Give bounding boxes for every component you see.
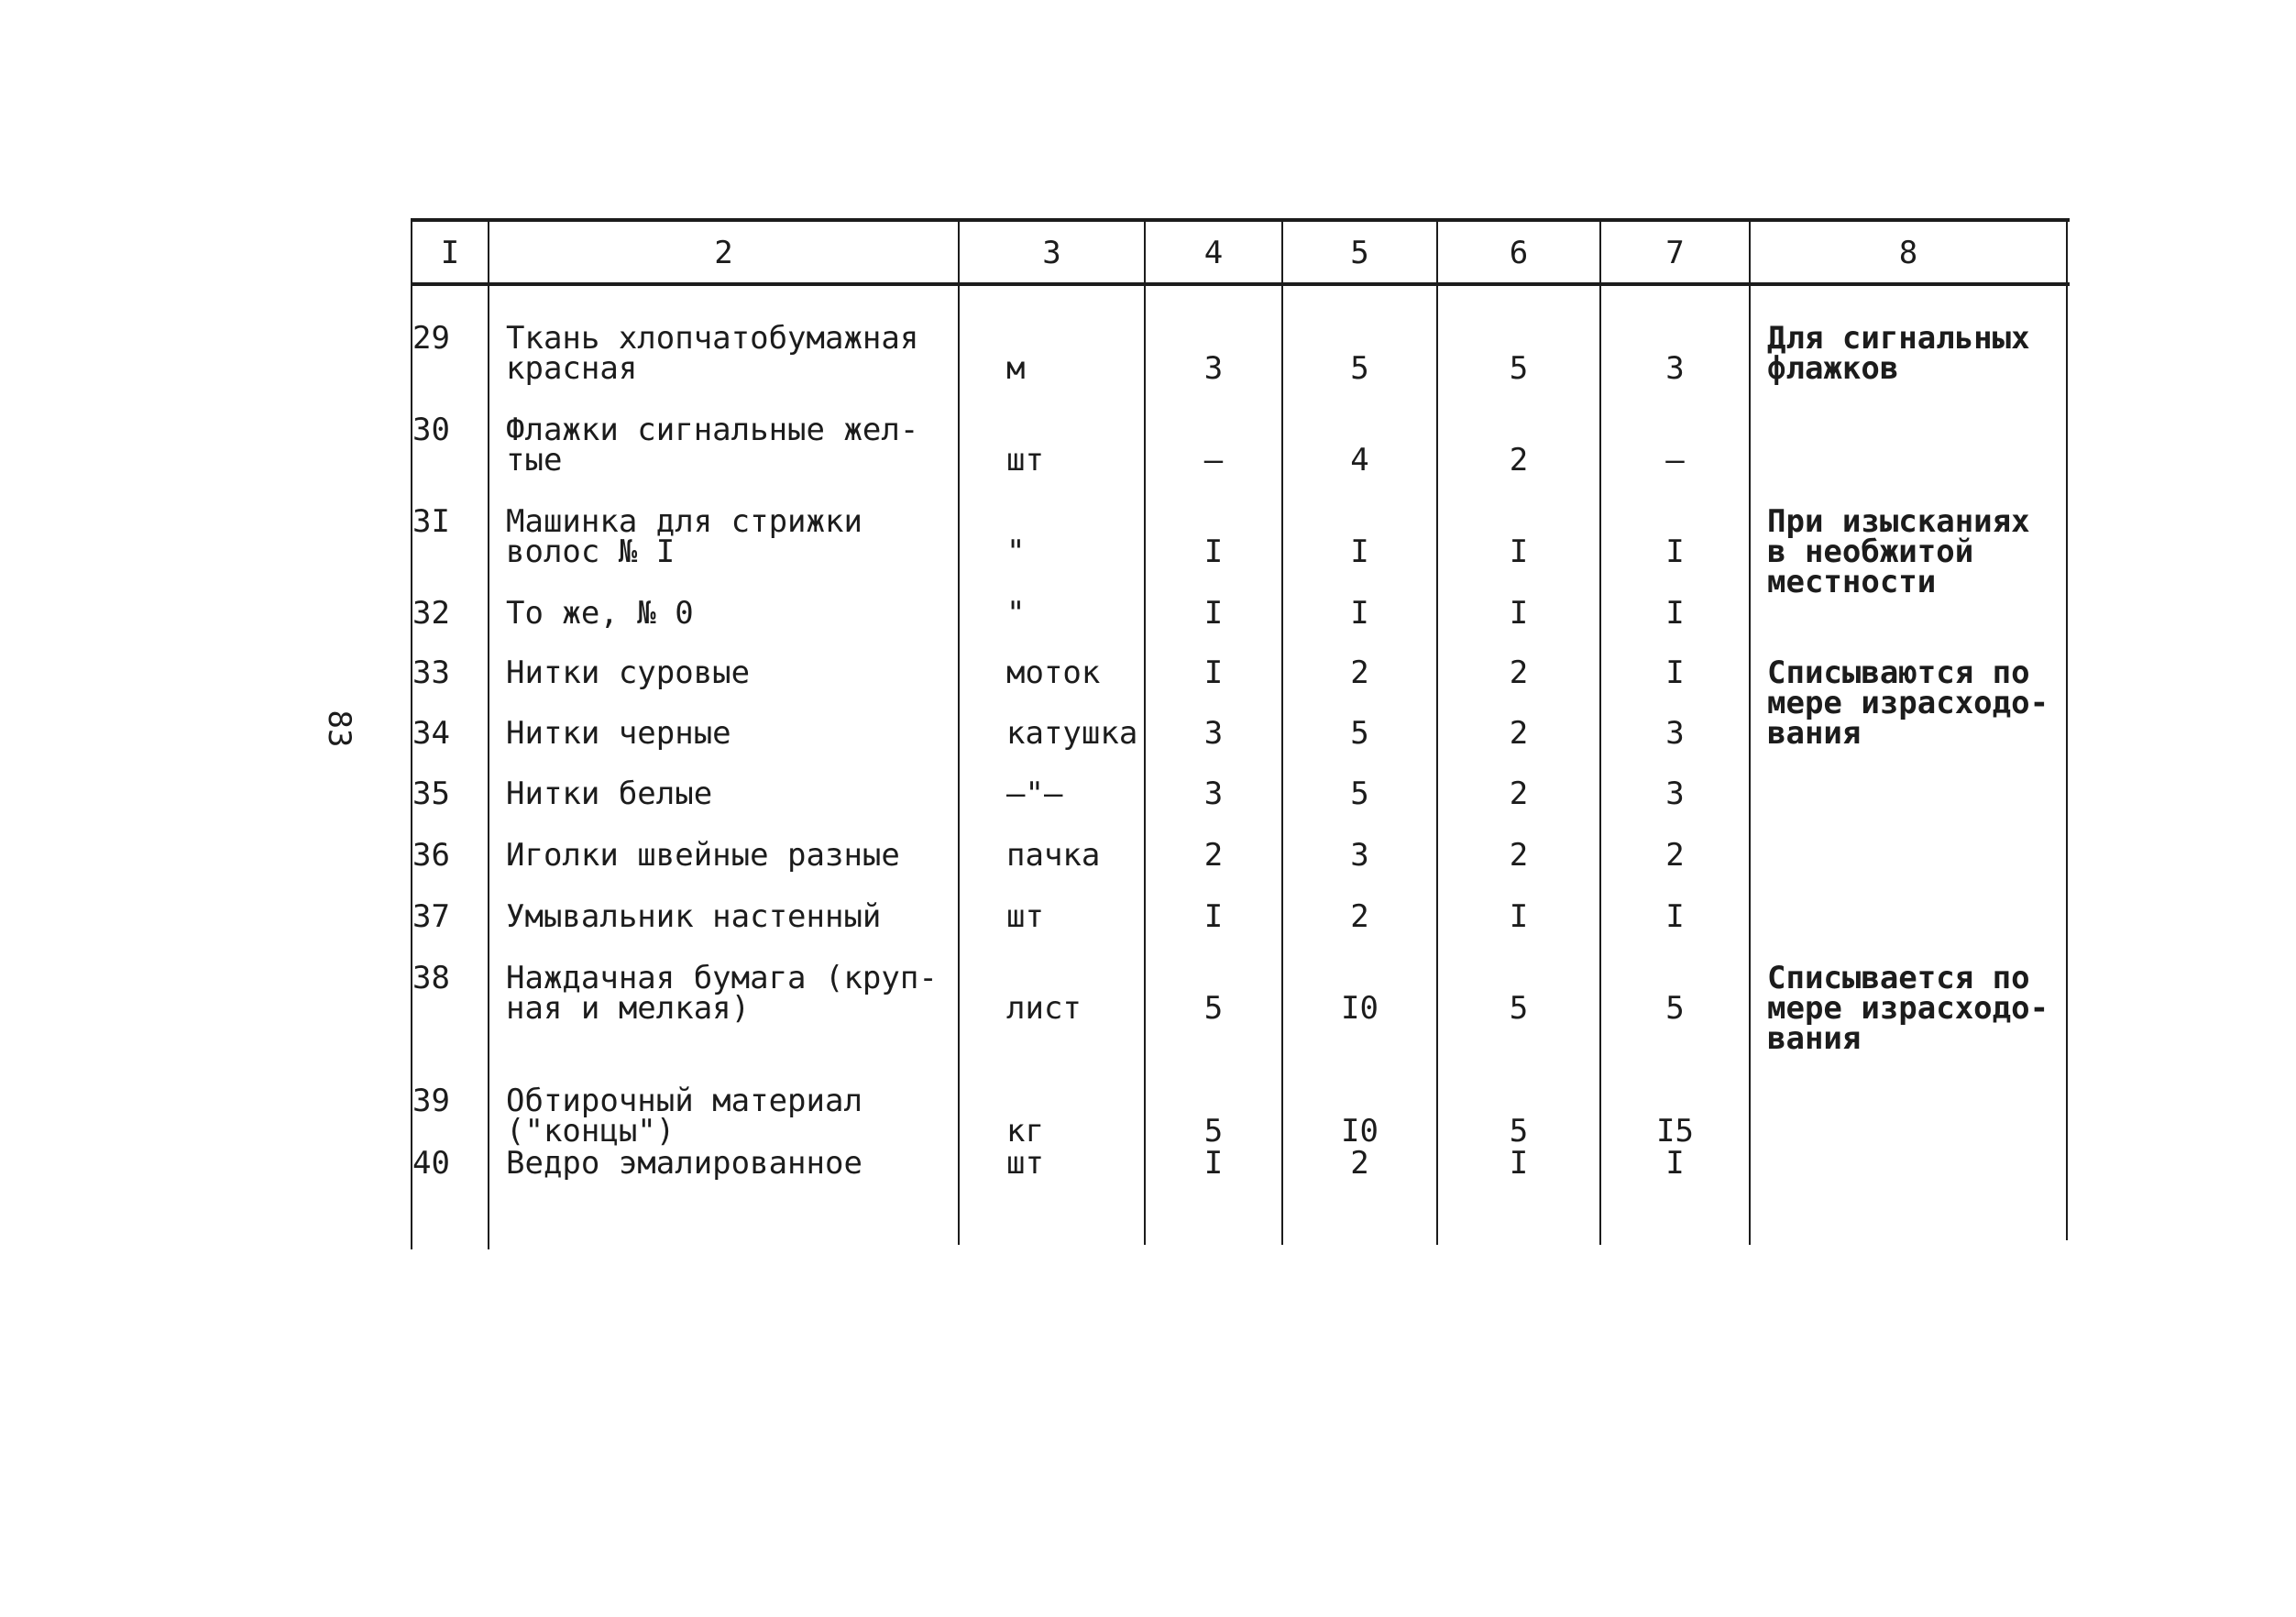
note-line: флажков bbox=[1767, 350, 1899, 387]
quantity-cell: I bbox=[1509, 1145, 1529, 1182]
item-name: Нитки черные bbox=[506, 715, 731, 752]
note-line: Списывается по bbox=[1767, 960, 2030, 996]
item-name: Ткань хлопчатобумажная bbox=[506, 320, 919, 357]
header-col-4: 4 bbox=[1203, 235, 1224, 271]
quantity-cell: I bbox=[1665, 654, 1685, 691]
item-name: Нитки белые bbox=[506, 776, 713, 812]
note-line: в необжитой bbox=[1767, 534, 1974, 570]
item-name: Ведро эмалированное bbox=[506, 1145, 862, 1182]
quantity-cell: I bbox=[1665, 534, 1685, 570]
item-name: Машинка для стрижки bbox=[506, 503, 862, 540]
quantity-cell: I0 bbox=[1341, 1113, 1379, 1150]
quantity-cell: I bbox=[1509, 595, 1529, 632]
quantity-cell: I bbox=[1203, 654, 1224, 691]
unit-cell: кг bbox=[1006, 1113, 1044, 1150]
quantity-cell: 3 bbox=[1665, 776, 1685, 812]
unit-cell: " bbox=[1006, 534, 1026, 570]
item-name: Нитки суровые bbox=[506, 654, 751, 691]
quantity-cell: I bbox=[1203, 1145, 1224, 1182]
quantity-cell: I bbox=[1350, 534, 1369, 570]
row-number: 39 bbox=[412, 1083, 450, 1119]
unit-cell: шт bbox=[1006, 442, 1044, 478]
note-line: вания bbox=[1767, 1020, 1862, 1057]
quantity-cell: 3 bbox=[1203, 350, 1224, 387]
quantity-cell: 5 bbox=[1350, 776, 1369, 812]
unit-cell: катушка bbox=[1006, 715, 1138, 752]
row-number: 29 bbox=[412, 320, 450, 357]
unit-cell: лист bbox=[1006, 990, 1082, 1027]
item-name: Наждачная бумага (круп- bbox=[506, 960, 938, 996]
unit-cell: " bbox=[1006, 595, 1026, 632]
quantity-cell: 3 bbox=[1665, 715, 1685, 752]
item-name: тые bbox=[506, 442, 563, 478]
quantity-cell: 2 bbox=[1509, 715, 1529, 752]
column-rule bbox=[1749, 218, 1751, 1245]
row-number: 38 bbox=[412, 960, 450, 996]
column-rule bbox=[2066, 218, 2068, 1240]
note-line: мере израсходо- bbox=[1767, 990, 2049, 1027]
quantity-cell: 2 bbox=[1509, 776, 1529, 812]
supplies-table bbox=[411, 218, 2070, 1249]
header-col-5: 5 bbox=[1350, 235, 1369, 271]
quantity-cell: 5 bbox=[1350, 715, 1369, 752]
quantity-cell: I5 bbox=[1656, 1113, 1694, 1150]
quantity-cell: – bbox=[1203, 442, 1224, 478]
column-rule bbox=[488, 218, 489, 1249]
header-col-8: 8 bbox=[1898, 235, 1918, 271]
quantity-cell: 3 bbox=[1203, 776, 1224, 812]
row-number: 32 bbox=[412, 595, 450, 632]
quantity-cell: 3 bbox=[1203, 715, 1224, 752]
quantity-cell: 2 bbox=[1509, 654, 1529, 691]
header-bottom-rule bbox=[411, 282, 2070, 286]
quantity-cell: 4 bbox=[1350, 442, 1369, 478]
quantity-cell: I bbox=[1509, 534, 1529, 570]
unit-cell: м bbox=[1006, 350, 1026, 387]
item-name: Умывальник настенный bbox=[506, 898, 882, 935]
unit-cell: –"– bbox=[1006, 776, 1063, 812]
quantity-cell: I bbox=[1509, 898, 1529, 935]
unit-cell: моток bbox=[1006, 654, 1101, 691]
quantity-cell: 2 bbox=[1203, 837, 1224, 874]
row-number: 34 bbox=[412, 715, 450, 752]
quantity-cell: – bbox=[1665, 442, 1685, 478]
header-col-7: 7 bbox=[1665, 235, 1685, 271]
unit-cell: пачка bbox=[1006, 837, 1101, 874]
quantity-cell: 3 bbox=[1665, 350, 1685, 387]
item-name: красная bbox=[506, 350, 638, 387]
note-line: Списываются по bbox=[1767, 654, 2030, 691]
row-number: 30 bbox=[412, 412, 450, 448]
quantity-cell: I0 bbox=[1341, 990, 1379, 1027]
note-line: местности bbox=[1767, 564, 1937, 600]
item-name: Иголки швейные разные bbox=[506, 837, 900, 874]
quantity-cell: 5 bbox=[1350, 350, 1369, 387]
row-number: 36 bbox=[412, 837, 450, 874]
quantity-cell: 3 bbox=[1350, 837, 1369, 874]
unit-cell: шт bbox=[1006, 1145, 1044, 1182]
quantity-cell: I bbox=[1665, 595, 1685, 632]
row-number: 35 bbox=[412, 776, 450, 812]
quantity-cell: 2 bbox=[1350, 654, 1369, 691]
quantity-cell: I bbox=[1203, 595, 1224, 632]
item-name: Обтирочный материал bbox=[506, 1083, 862, 1119]
column-rule bbox=[958, 218, 960, 1245]
header-col-2: 2 bbox=[714, 235, 733, 271]
quantity-cell: I bbox=[1350, 595, 1369, 632]
note-line: мере израсходо- bbox=[1767, 685, 2049, 721]
row-number: 40 bbox=[412, 1145, 450, 1182]
header-col-1: I bbox=[440, 235, 460, 271]
table-top-rule bbox=[411, 218, 2070, 222]
item-name: То же, № 0 bbox=[506, 595, 694, 632]
quantity-cell: 2 bbox=[1350, 1145, 1369, 1182]
quantity-cell: I bbox=[1203, 898, 1224, 935]
quantity-cell: 2 bbox=[1509, 442, 1529, 478]
quantity-cell: 2 bbox=[1350, 898, 1369, 935]
item-name: волос № I bbox=[506, 534, 676, 570]
quantity-cell: 5 bbox=[1203, 990, 1224, 1027]
quantity-cell: 2 bbox=[1509, 837, 1529, 874]
quantity-cell: 2 bbox=[1665, 837, 1685, 874]
row-number: 37 bbox=[412, 898, 450, 935]
row-number: 3I bbox=[412, 503, 450, 540]
page-number: 83 bbox=[321, 710, 357, 748]
item-name: ("концы") bbox=[506, 1113, 676, 1150]
quantity-cell: 5 bbox=[1509, 350, 1529, 387]
quantity-cell: 5 bbox=[1665, 990, 1685, 1027]
item-name: ная и мелкая) bbox=[506, 990, 751, 1027]
quantity-cell: 5 bbox=[1509, 1113, 1529, 1150]
note-line: При изысканиях bbox=[1767, 503, 2030, 540]
quantity-cell: I bbox=[1203, 534, 1224, 570]
quantity-cell: I bbox=[1665, 898, 1685, 935]
unit-cell: шт bbox=[1006, 898, 1044, 935]
header-col-6: 6 bbox=[1509, 235, 1529, 271]
item-name: Флажки сигнальные жел- bbox=[506, 412, 919, 448]
note-line: вания bbox=[1767, 715, 1862, 752]
quantity-cell: I bbox=[1665, 1145, 1685, 1182]
quantity-cell: 5 bbox=[1203, 1113, 1224, 1150]
quantity-cell: 5 bbox=[1509, 990, 1529, 1027]
note-line: Для сигнальных bbox=[1767, 320, 2030, 357]
header-col-3: 3 bbox=[1042, 235, 1061, 271]
row-number: 33 bbox=[412, 654, 450, 691]
